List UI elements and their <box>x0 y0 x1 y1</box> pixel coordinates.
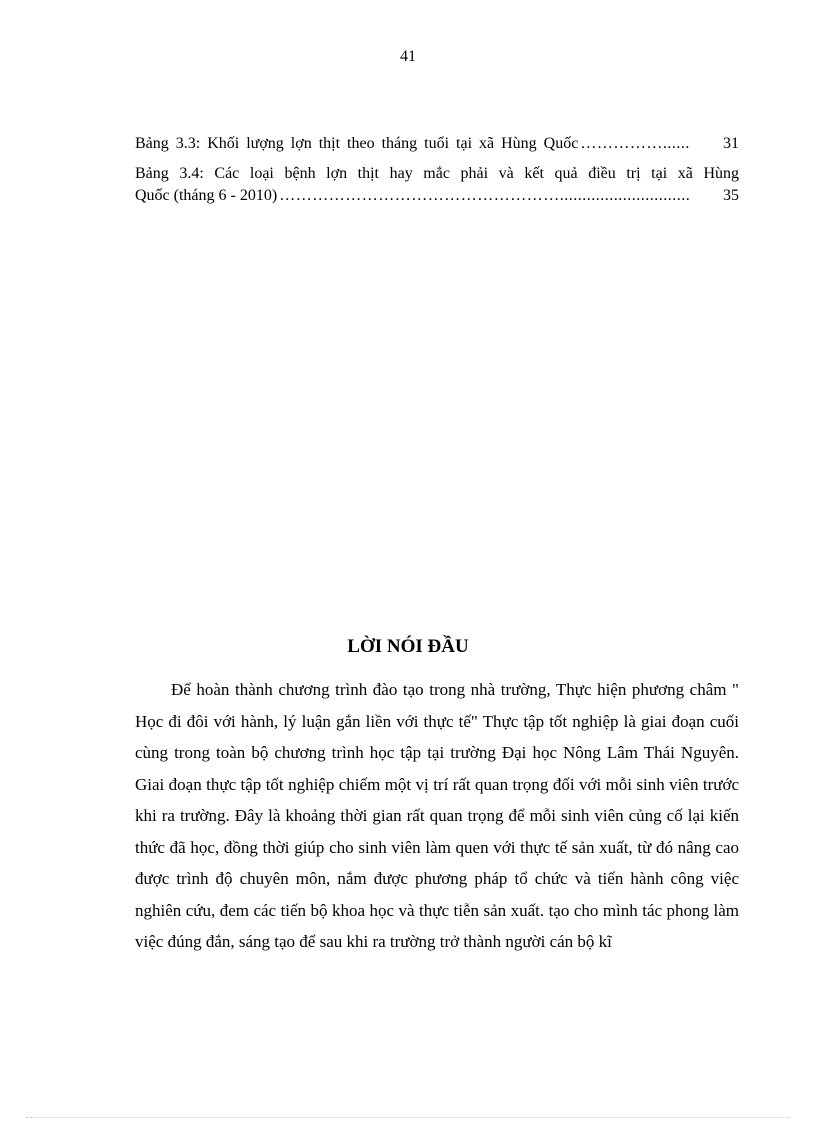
toc-leader-dots: ……………………………………………............................. <box>279 187 691 204</box>
body-paragraph <box>135 674 739 958</box>
page-bottom-divider <box>26 1117 790 1118</box>
toc-leader-dots: ……………...... <box>580 135 690 152</box>
toc-entry-3-4 <box>135 163 739 207</box>
toc-entry-text: Bảng 3.3: Khối lượng lợn thịt theo tháng tuổi tại xã Hùng Quốc <box>135 135 579 152</box>
page-number: 41 <box>400 48 416 65</box>
paragraph-text: Để hoàn thành chương trình đào tạo trong nhà trường, Thực hiện phương châm " Học đi đôi với hành, lý luận gắn liền với thực tế" Thực tập tốt nghiệp là giai đoạn cuối cùng trong toàn bộ chương trình học tập tại trường Đại học Nông Lâm Thái Nguyên. Giai đoạn thực tập tốt nghiệp chiếm một vị trí rất quan trọng đối với mỗi sinh viên trước khi ra trường. Đây là khoảng thời gian rất quan trọng để mỗi sinh viên củng cố lại kiến thức đã học, đồng thời giúp cho sinh viên làm quen với thực tế sản xuất, từ đó nâng cao được trình độ chuyên môn, nắm được phương pháp tổ chức và tiến hành công việc nghiên cứu, đem các tiến bộ khoa học và thực tiễn sản xuất. tạo cho mình tác phong làm việc đúng đắn, sáng tạo để sau khi ra trường trở thành người cán bộ kĩ <box>135 680 739 951</box>
toc-page-number: 35 <box>723 187 739 204</box>
toc-entry-3-3 <box>135 133 739 155</box>
toc-line <box>135 133 739 155</box>
toc-line <box>135 185 739 207</box>
table-of-contents <box>135 133 739 215</box>
section-title: LỜI NÓI ĐẦU <box>347 636 469 657</box>
toc-entry-text: Quốc (tháng 6 - 2010) <box>135 187 278 204</box>
toc-page-number: 31 <box>723 135 739 152</box>
toc-entry-text-line1: Bảng 3.4: Các loại bệnh lợn thịt hay mắc phải và kết quả điều trị tại xã Hùng <box>135 165 739 182</box>
